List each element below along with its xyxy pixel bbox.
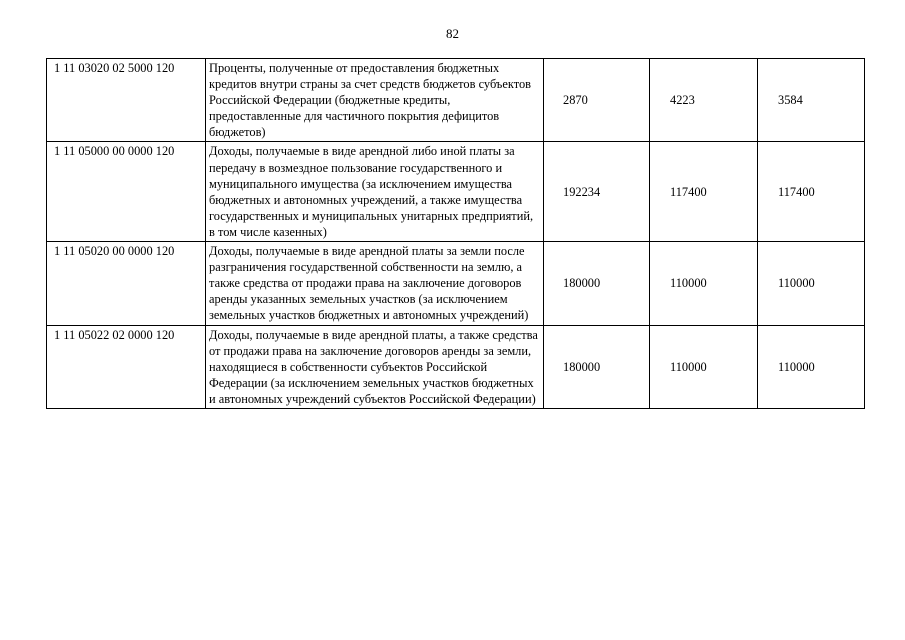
amount-year-2: 110000 (650, 325, 758, 408)
amount-year-2: 117400 (650, 142, 758, 242)
amount-year-3: 110000 (758, 325, 865, 408)
amount-year-2: 4223 (650, 59, 758, 142)
revenue-code: 1 11 03020 02 5000 120 (47, 59, 206, 142)
table-row (47, 325, 865, 408)
table-row (47, 242, 865, 325)
amount-year-3: 110000 (758, 242, 865, 325)
revenue-code: 1 11 05020 00 0000 120 (47, 242, 206, 325)
revenue-name: Проценты, полученные от предоставления бюджетных кредитов внутри страны за счет средств бюджетов субъектов Российской Федерации (бюджетные кредиты, предоставленные для частичного покрытия дефицитов бюджетов) (206, 59, 544, 142)
amount-year-3: 3584 (758, 59, 865, 142)
table-row (47, 59, 865, 142)
revenue-code: 1 11 05022 02 0000 120 (47, 325, 206, 408)
page-number: 82 (446, 26, 459, 41)
amount-year-1: 2870 (544, 59, 650, 142)
table-row (47, 142, 865, 242)
revenue-code: 1 11 05000 00 0000 120 (47, 142, 206, 242)
amount-year-1: 180000 (544, 242, 650, 325)
revenue-name: Доходы, получаемые в виде арендной платы, а также средства от продажи права на заключение договоров аренды за земли, находящиеся в собственности субъектов Российской Федерации (за исключением земельных участков бюджетных и автономных учреждений субъектов Российской Федерации) (206, 325, 544, 408)
revenue-name: Доходы, получаемые в виде арендной платы за земли после разграничения государственной собственности на землю, а также средства от продажи права на заключение договоров аренды указанных земельных участков (за исключением земельных участков бюджетных и автономных учреждений) (206, 242, 544, 325)
revenue-name: Доходы, получаемые в виде арендной либо иной платы за передачу в возмездное пользование государственного и муниципального имущества (за исключением имущества бюджетных и автономных учреждений, а также имущества государственных и муниципальных унитарных предприятий, в том числе казенных) (206, 142, 544, 242)
amount-year-1: 192234 (544, 142, 650, 242)
amount-year-2: 110000 (650, 242, 758, 325)
amount-year-1: 180000 (544, 325, 650, 408)
amount-year-3: 117400 (758, 142, 865, 242)
revenue-table (46, 58, 865, 409)
